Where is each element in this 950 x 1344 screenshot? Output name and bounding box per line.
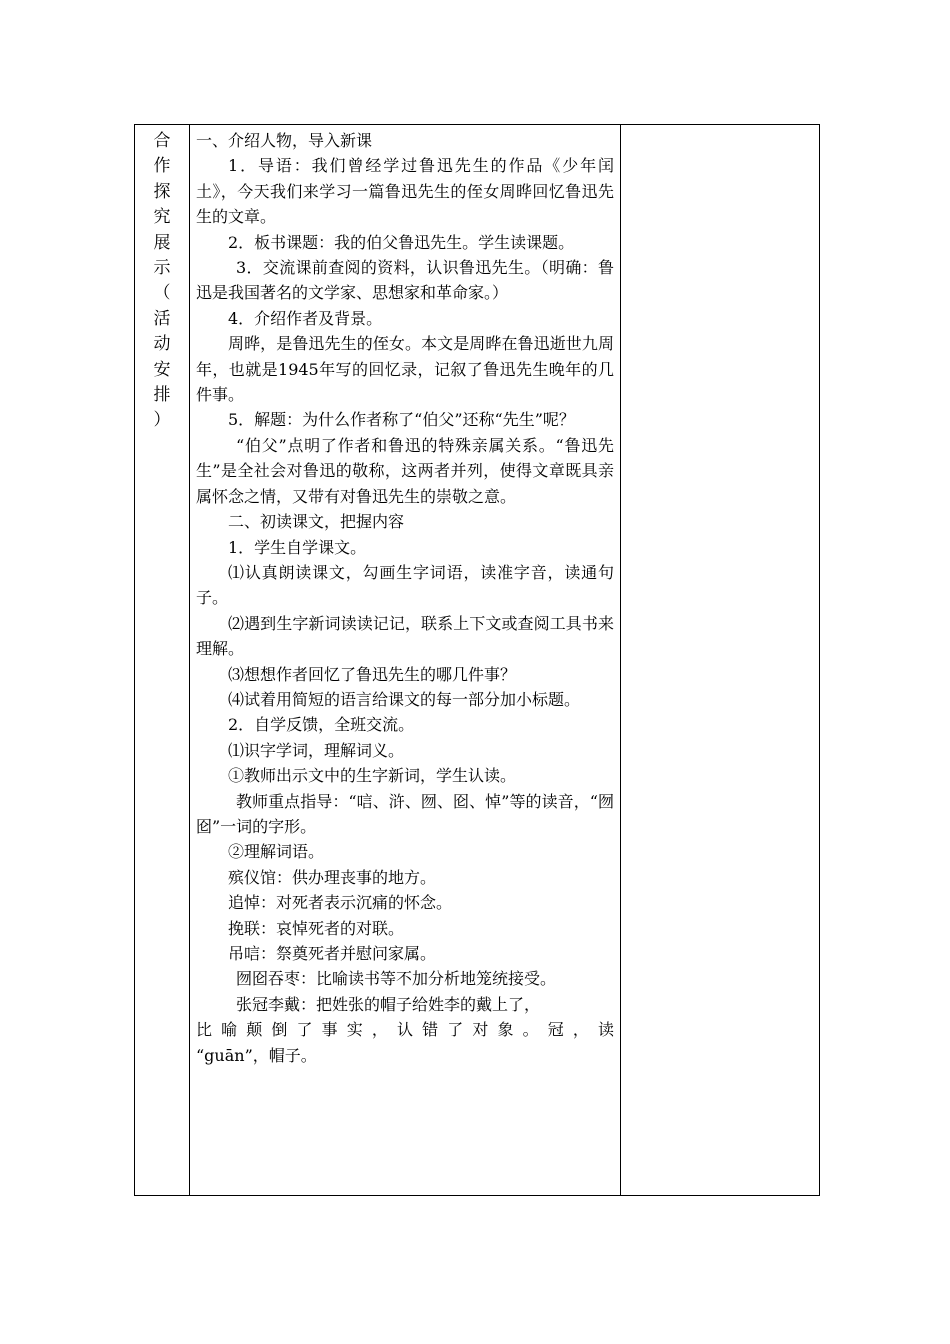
section-label-char: 示 [153,258,171,279]
content-paragraph: ②理解词语。 [228,842,325,862]
content-paragraph: “伯父”点明了作者和鲁迅的特殊亲属关系。“鲁迅先生”是全社会对鲁迅的敬称，这两者并列，使得文章既具亲属怀念之情，又带有对鲁迅先生的崇敬之意。 [196,435,614,506]
content-paragraph: ⑴识字学词，理解词义。 [228,740,405,760]
notes-cell [621,125,820,1196]
content-paragraph: 追悼：对死者表示沉痛的怀念。 [228,893,453,913]
content-paragraph: 1．学生自学课文。 [228,537,367,557]
section-label-char: 展 [153,232,171,253]
section-label-char: 活 [153,308,171,329]
section-label-char: 安 [153,359,171,380]
content-paragraph: 挽联：哀悼死者的对联。 [228,918,405,938]
content-paragraph: ⑶想想作者回忆了鲁迅先生的哪几件事？ [228,664,517,684]
section-label-char: 究 [153,207,171,228]
content-paragraph: 一、介绍人物，导入新课 [196,131,373,150]
lesson-plan-table [134,124,820,1196]
section-label-char: ） [153,410,171,431]
section-label-char: 探 [153,181,171,202]
content-paragraph: 3．交流课前查阅的资料，认识鲁迅先生。（明确：鲁迅是我国著名的文学家、思想家和革命家。） [196,258,614,303]
content-paragraph: 1．导语：我们曾经学过鲁迅先生的作品《少年闰土》，今天我们来学习一篇鲁迅先生的侄女周晔回忆鲁迅先生的文章。 [196,156,614,227]
content-paragraph: 比喻颠倒了事实，认错了对象。冠，读 [196,1020,614,1040]
content-paragraph: 教师重点指导：“唁、浒、囫、囵、悼”等的读音，“囫囵”一词的字形。 [196,791,614,836]
section-label-char: 合 [153,131,171,151]
content-paragraph: 吊唁：祭奠死者并慰问家属。 [228,944,437,963]
section-label [135,125,189,434]
section-label-cell [135,125,190,1196]
lesson-content-cell [190,125,621,1196]
content-paragraph: 囫囵吞枣：比喻读书等不加分析地笼统接受。 [236,969,557,989]
content-paragraph: 4．介绍作者及背景。 [228,308,383,328]
content-paragraph: 2．自学反馈，全班交流。 [228,715,415,735]
content-paragraph: 张冠李戴：把姓张的帽子给姓李的戴上了， [236,994,541,1014]
content-paragraph: 2．板书课题：我的伯父鲁迅先生。学生读课题。 [228,232,575,252]
content-paragraph: “guān”，帽子。 [196,1045,317,1065]
section-label-char: 动 [153,334,171,355]
section-label-char: （ [153,283,171,304]
section-label-char: 排 [153,385,171,406]
content-paragraph: 周晔，是鲁迅先生的侄女。本文是周晔在鲁迅逝世九周年，也就是1945年写的回忆录，记叙了鲁迅先生晚年的几件事。 [196,334,614,405]
content-paragraph: ⑵遇到生字新词读读记记，联系上下文或查阅工具书来理解。 [196,613,614,659]
content-paragraph: ⑴认真朗读课文，勾画生字词语，读准字音，读通句子。 [196,562,614,608]
content-paragraph: ①教师出示文中的生字新词，学生认读。 [228,766,517,786]
content-paragraph: ⑷试着用简短的语言给课文的每一部分加小标题。 [228,689,581,709]
lesson-content [190,125,620,1068]
content-paragraph: 殡仪馆：供办理丧事的地方。 [228,867,437,887]
section-label-char: 作 [153,156,171,177]
content-paragraph: 二、初读课文，把握内容 [228,512,405,532]
content-paragraph: 5．解题：为什么作者称了“伯父”还称“先生”呢？ [228,410,575,430]
table-row [135,125,820,1196]
